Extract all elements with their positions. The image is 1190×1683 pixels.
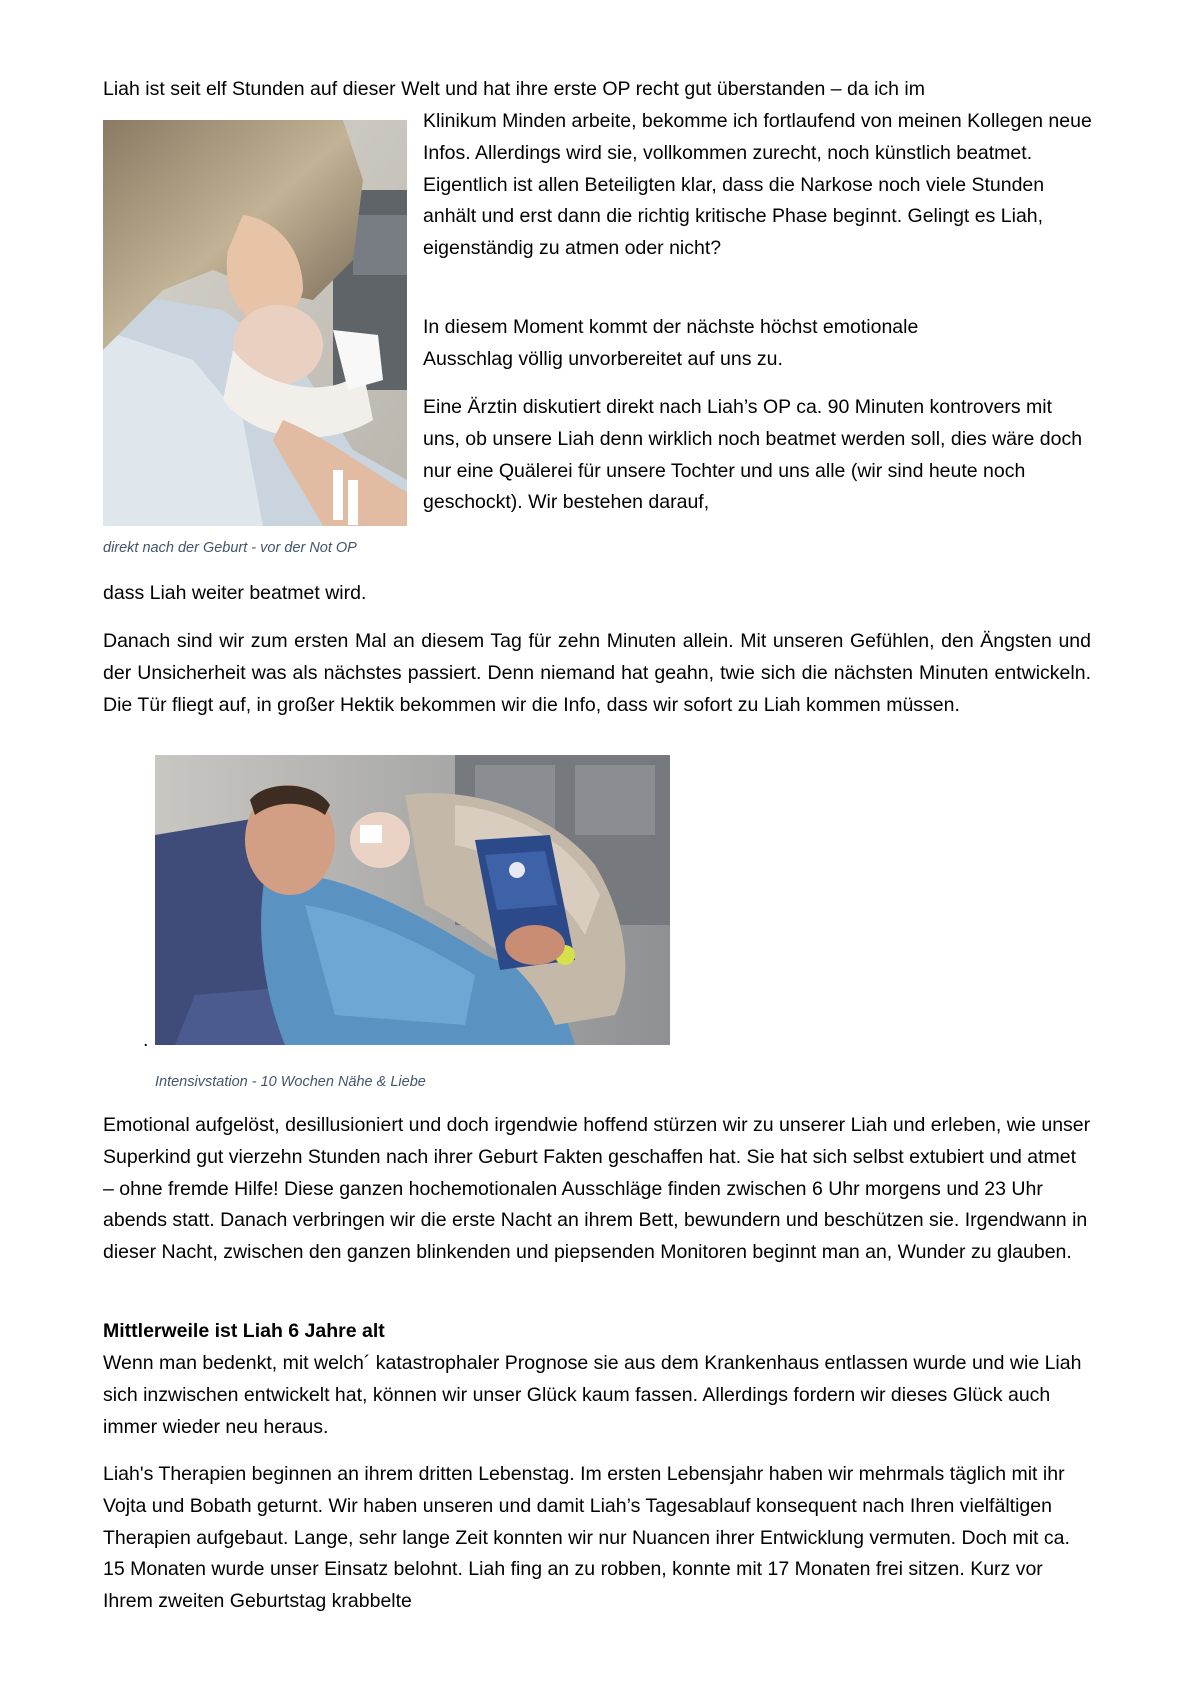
section-heading: Mittlerweile ist Liah 6 Jahre alt (103, 1320, 385, 1342)
photo-caption-birth: direkt nach der Geburt - vor der Not OP (103, 540, 357, 556)
intro-first-line: Liah ist seit elf Stunden auf dieser Welt und hat ihre erste OP recht gut überstanden – da ich im (103, 78, 926, 100)
section-text: Wenn man bedenkt, mit welch´ katastrophaler Prognose sie aus dem Krankenhaus entlassen wurde und wie Liah sich inzwischen entwickelt hat, können wir unser Glück kaum fassen. Allerdings fordern wir dieses Glück auch immer wieder neu heraus. (103, 1352, 1082, 1438)
newborn-photo (103, 120, 407, 526)
intro-continuation: dass Liah weiter beatmet wird. (103, 582, 367, 604)
paragraph-alone: Danach sind wir zum ersten Mal an diesem Tag für zehn Minuten allein. Mit unseren Gefühlen, den Ängsten und der Unsicherheit was als nächstes passiert. Denn niemand hat geahn, twie sich die nächsten Minuten entwickeln. Die Tür fliegt auf, in großer Hektik bekommen wir die Info, dass wir sofort zu Liah kommen müssen. (103, 630, 1091, 716)
intensive-care-photo (155, 755, 670, 1045)
paragraph-therapy: Liah's Therapien beginnen an ihrem dritten Lebenstag. Im ersten Lebensjahr haben wir mehrmals täglich mit ihr Vojta und Bobath geturnt. Wir haben unseren und damit Liah’s Tagesablauf konsequent nach Ihren vielfältigen Therapien aufgebaut. Lange, sehr lange Zeit konnten wir nur Nuancen ihrer Entwicklung vermuten. Doch mit ca. 15 Monaten wurde unser Einsatz belohnt. Liah fing an zu robben, konnte mit 17 Monaten frei sitzen. Kurz vor Ihrem zweiten Geburtstag krabbelte (103, 1463, 1070, 1613)
paragraph-emotional: Emotional aufgelöst, desillusioniert und doch irgendwie hoffend stürzen wir zu unserer Liah und erleben, wie unser Superkind gut vierzehn Stunden nach ihrer Geburt Fakten geschaffen hat. Sie hat sich selbst extubiert und atmet – ohne fremde Hilfe! Diese ganzen hochemotionalen Ausschläge finden zwischen 6 Uhr morgens und 23 Uhr abends statt. Danach verbringen wir die erste Nacht an ihrem Bett, bewundern und beschützen sie. Irgendwann in dieser Nacht, zwischen den ganzen blinkenden und piepsenden Monitoren beginnt man an, Wunder zu glauben. (103, 1114, 1091, 1264)
intro-wrapped-text-2: In diesem Moment kommt der nächste höchst emotionale Ausschlag völlig unvorbereitet auf uns zu. (423, 316, 919, 370)
intro-wrapped-text-3: Eine Ärztin diskutiert direkt nach Liah’s OP ca. 90 Minuten kontrovers mit uns, ob unsere Liah denn wirklich noch beatmet werden soll, dies wäre doch nur eine Quälerei für unsere Tochter und uns alle (wir sind heute noch geschockt). Wir bestehen darauf, (423, 396, 1083, 514)
photo-caption-intensive-care: Intensivstation - 10 Wochen Nähe & Liebe (155, 1074, 426, 1090)
intro-wrapped-text: Klinikum Minden arbeite, bekomme ich fortlaufend von meinen Kollegen neue Infos. Allerdings wird sie, vollkommen zurecht, noch künstlich beatmet. Eigentlich ist allen Beteiligten klar, dass die Narkose noch viele Stunden anhält und erst dann die richtig kritische Phase beginnt. Gelingt es Liah, eigenständig zu atmen oder nicht? (423, 110, 1092, 260)
stray-dot: . (143, 1029, 149, 1051)
